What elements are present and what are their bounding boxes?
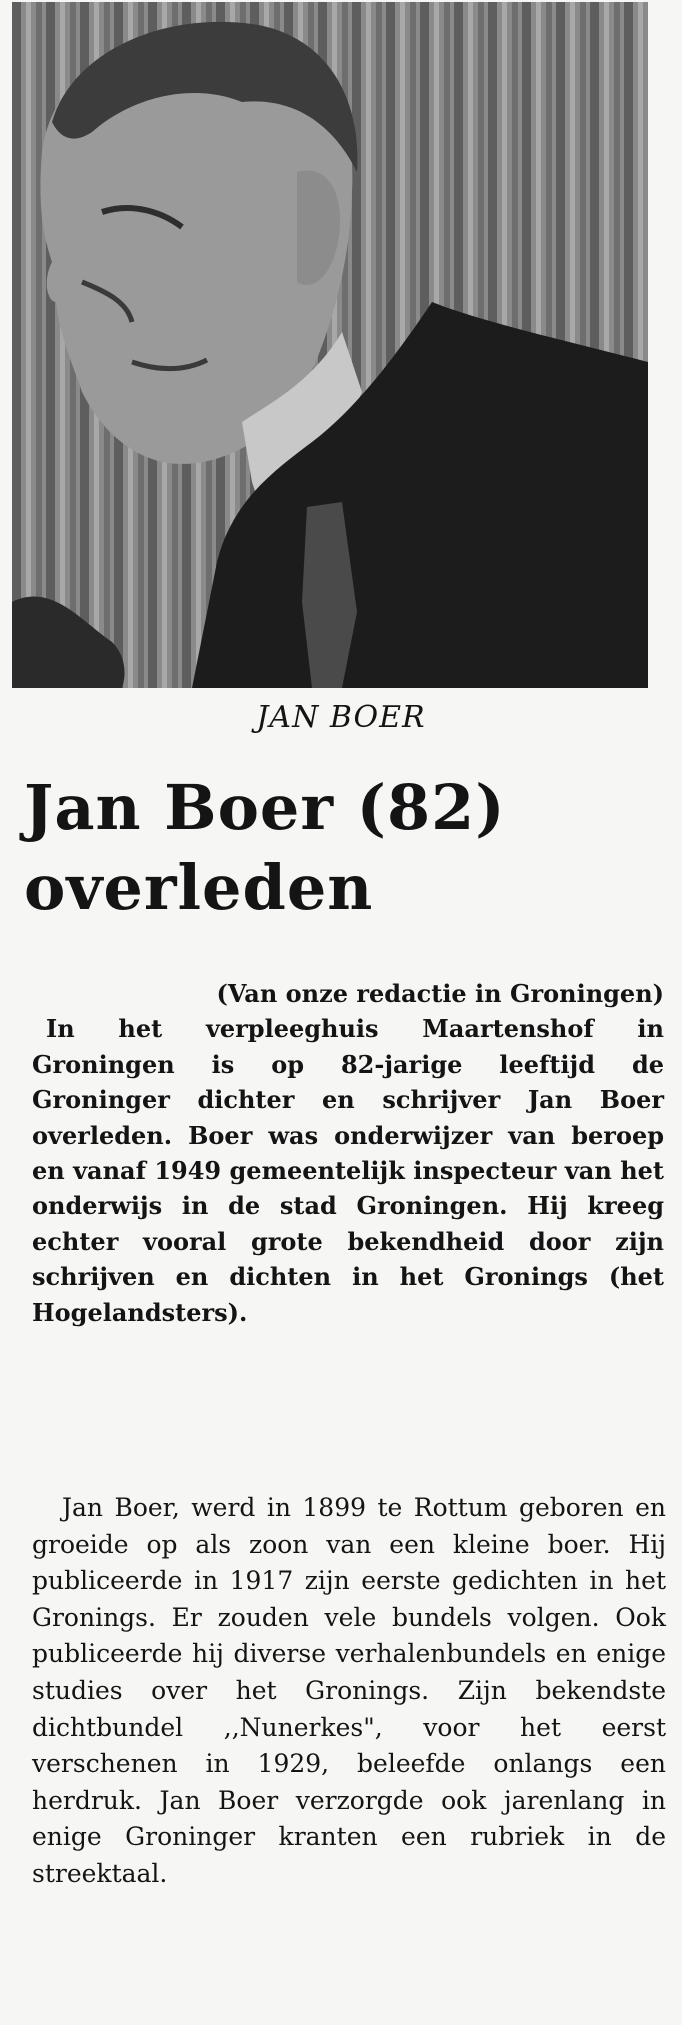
headline-line-2: overleden xyxy=(24,851,374,924)
lead-text: In het verpleeghuis Maartenshof in Groningen is op 82-jarige leeftijd de Groninger dichter en schrijver Jan Boer overleden. Boer was onderwijzer van beroep en vanaf 1949 gemeentelijk inspecteur van het onderwijs in de stad Groningen. Hij kreeg echter vooral grote bekendheid door zijn schrijven en dichten in het Gronings (het Hogelandsters). xyxy=(32,1014,664,1327)
portrait-illustration xyxy=(12,2,648,688)
photo-caption: JAN BOER xyxy=(256,700,426,735)
headline-line-1: Jan Boer (82) xyxy=(24,771,506,844)
portrait-photo xyxy=(12,2,648,688)
lead-paragraph xyxy=(32,976,664,1330)
headline xyxy=(24,768,664,928)
editorial-credit: (Van onze redactie in Groningen) xyxy=(216,979,664,1008)
body-paragraph: Jan Boer, werd in 1899 te Rottum geboren en groeide op als zoon van een kleine boer. Hij publiceerde in 1917 zijn eerste gedichten in het Gronings. Er zouden vele bundels volgen. Ook publiceerde hij diverse verhalenbundels en enige studies over het Gronings. Zijn bekendste dichtbundel ,,Nunerkes", voor het eerst verschenen in 1929, beleefde onlangs een herdruk. Jan Boer verzorgde ook jarenlang in enige Groninger kranten een rubriek in de streektaal. xyxy=(32,1493,666,1888)
